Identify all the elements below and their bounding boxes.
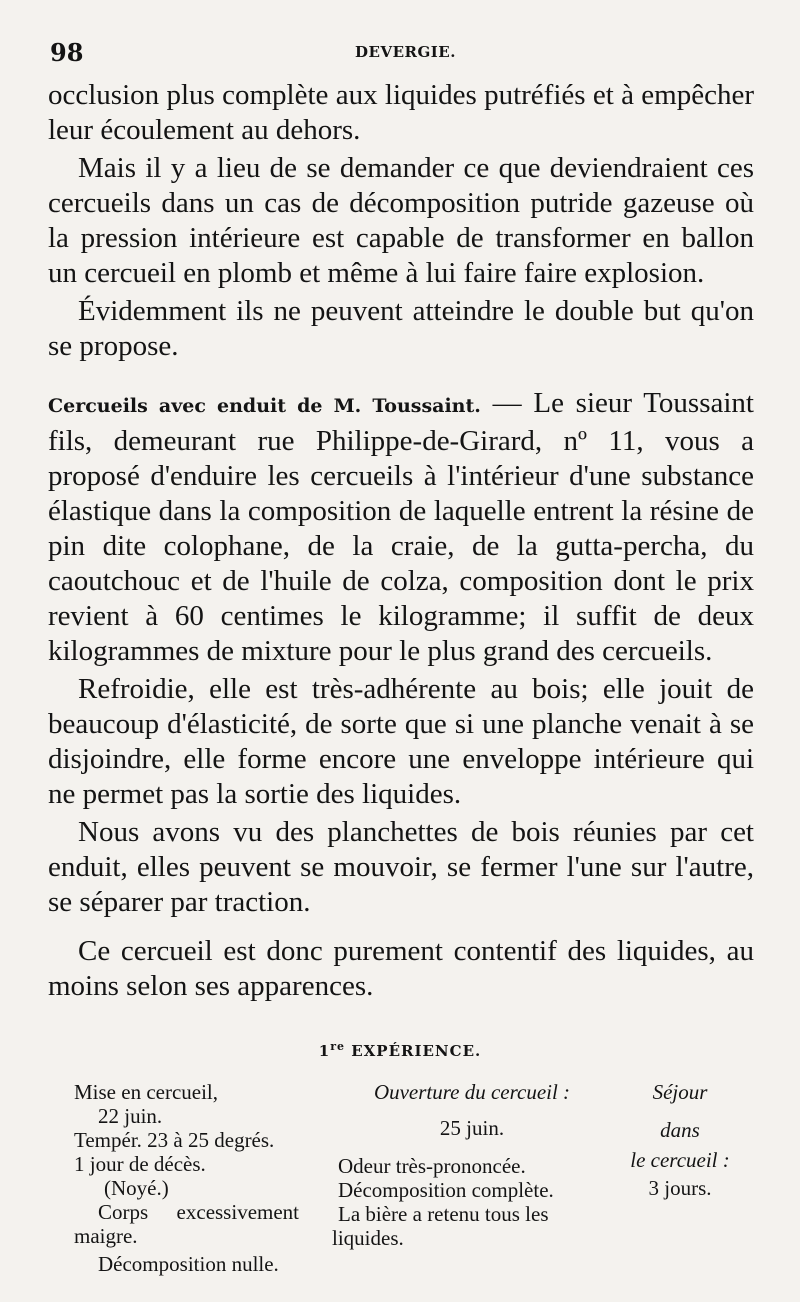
- col1-word: Corps: [98, 1200, 149, 1224]
- col2-line: liquides.: [332, 1226, 404, 1250]
- experiment-column-opening: [332, 1080, 612, 1250]
- col2-line: La bière a retenu tous les: [338, 1202, 549, 1226]
- paragraph: occlusion plus complète aux liquides putréfiés et à empêcher leur écoulement au dehors.: [48, 79, 754, 146]
- col2-heading: Ouverture du cercueil :: [373, 1080, 571, 1104]
- col3-line: dans: [660, 1118, 700, 1142]
- col3-line: 3 jours.: [648, 1176, 712, 1200]
- col1-line: Décomposition nulle.: [98, 1252, 279, 1276]
- col1-line: [74, 1200, 299, 1224]
- running-head: DEVERGIE.: [355, 43, 456, 61]
- paragraph: Ce cercueil est donc purement contentif des liquides, au moins selon ses apparences.: [48, 935, 754, 1002]
- col2-line: Odeur très-prononcée.: [338, 1154, 526, 1178]
- col3-line: Séjour: [652, 1080, 708, 1104]
- body-text: [48, 78, 754, 1007]
- section-paragraph: [48, 386, 754, 669]
- col1-line: Mise en cercueil,: [74, 1080, 219, 1104]
- col3-line: le cercueil :: [630, 1148, 730, 1172]
- experiment-number-suffix: re: [330, 1040, 345, 1053]
- col1-line: maigre.: [74, 1224, 138, 1248]
- experiment-label: EXPÉRIENCE.: [351, 1042, 482, 1060]
- experiment-column-duration: [615, 1080, 745, 1200]
- paragraph: Mais il y a lieu de se demander ce que deviendraient ces cercueils dans un cas de décomposition putride gazeuse où la pression intérieure est capable de transformer en ballon un cercueil en plomb et même à lui faire faire explosion.: [48, 152, 754, 289]
- col2-line: Décomposition complète.: [338, 1178, 554, 1202]
- col1-line: 1 jour de décès.: [74, 1152, 206, 1176]
- col1-line: 22 juin.: [98, 1104, 163, 1128]
- paragraph: Nous avons vu des planchettes de bois réunies par cet enduit, elles peuvent se mouvoir, se fermer l'une sur l'autre, se séparer par traction.: [48, 816, 754, 918]
- section-text: — Le sieur Toussaint fils, demeurant rue Philippe-de-Girard, nº 11, vous a proposé d'enduire les cercueils à l'intérieur d'une substance élastique dans la composition de laquelle entrent la résine de pin dite colophane, de la craie, de la gutta-percha, du caoutchouc et de l'huile de colza, composition dont le prix revient à 60 centimes le kilogramme; il suffit de deux kilogrammes de mixture pour le plus grand des cercueils.: [48, 387, 754, 667]
- col1-line: Tempér. 23 à 25 degrés.: [74, 1128, 275, 1152]
- paragraph: Évidemment ils ne peuvent atteindre le double but qu'on se propose.: [48, 295, 754, 362]
- experiment-number: 1: [318, 1042, 331, 1060]
- page-number: 98: [50, 38, 84, 67]
- col2-date: 25 juin.: [439, 1116, 505, 1140]
- experiment-title: [0, 1040, 800, 1060]
- col1-line: (Noyé.): [104, 1176, 169, 1200]
- paragraph: Refroidie, elle est très-adhérente au bois; elle jouit de beaucoup d'élasticité, de sorte que si une planche venait à se disjoindre, elle forme encore une enveloppe intérieure qui ne permet pas la sortie des liquides.: [48, 673, 754, 810]
- col1-word: excessivement: [176, 1200, 299, 1224]
- experiment-column-placement: [74, 1080, 299, 1276]
- page-header: [50, 38, 760, 68]
- section-heading: Cercueils avec enduit de M. Toussaint.: [48, 395, 481, 417]
